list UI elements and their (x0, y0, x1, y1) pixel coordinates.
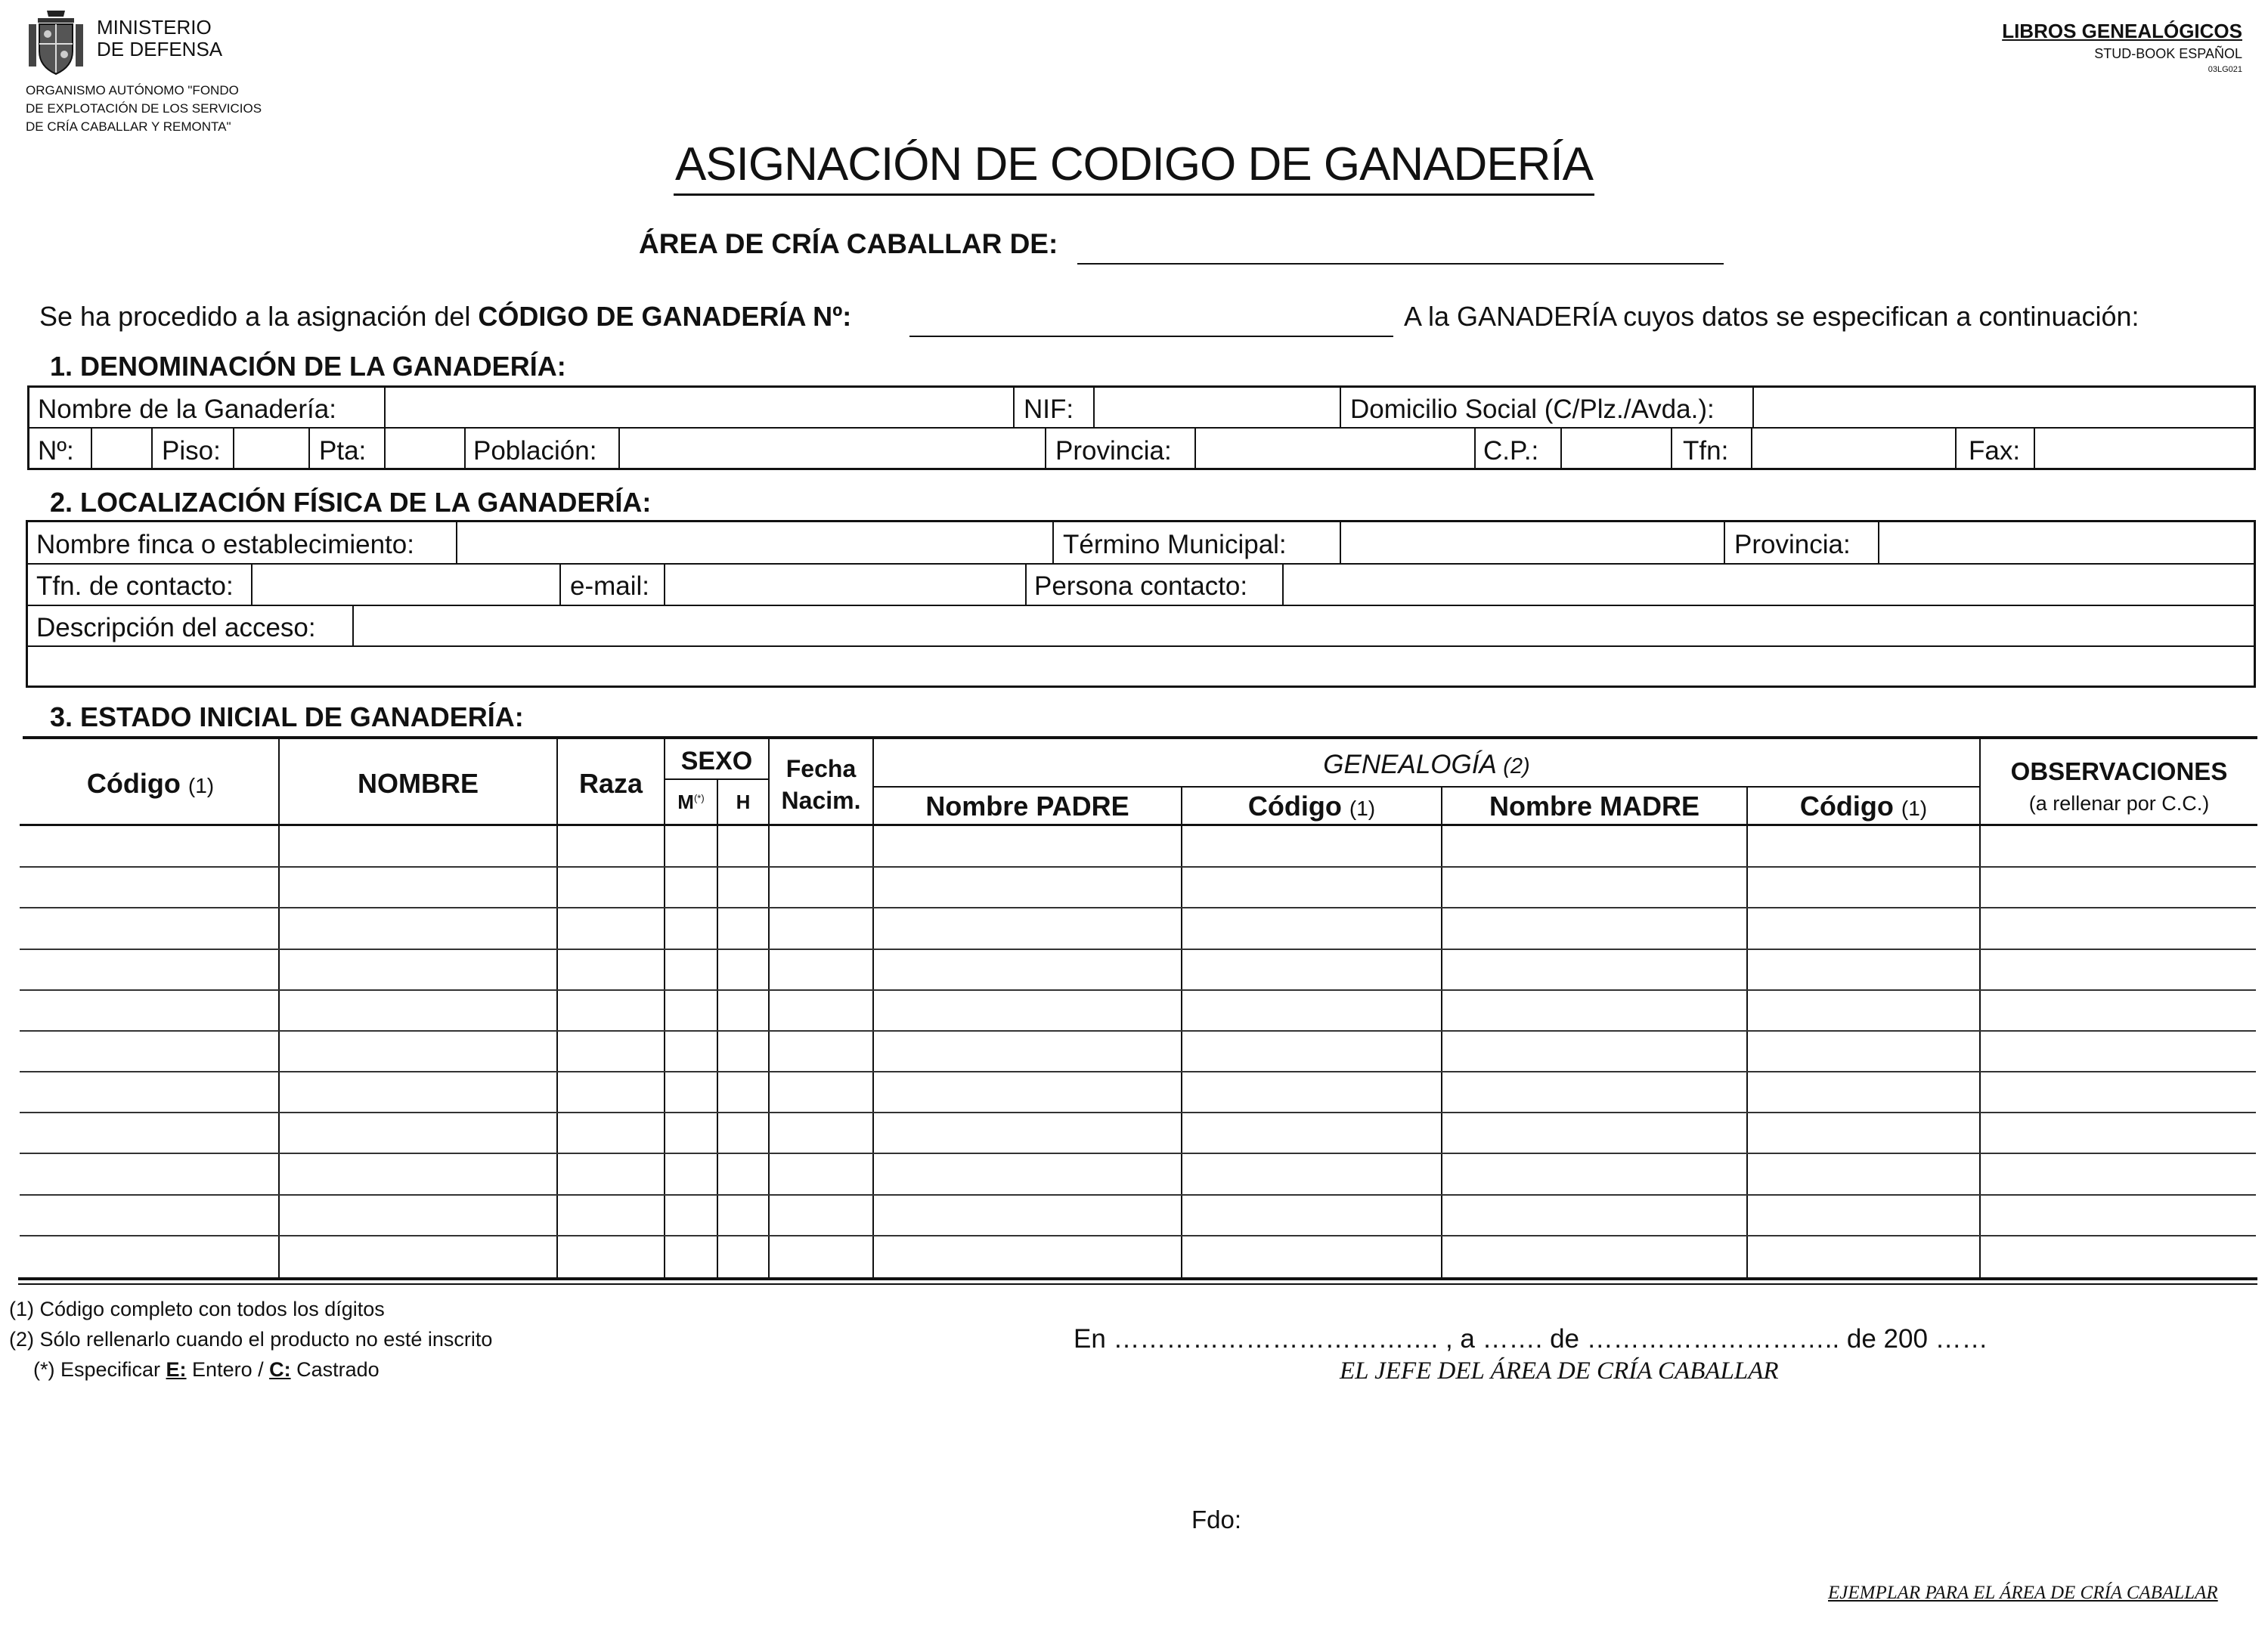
table-row[interactable] (20, 1236, 2256, 1277)
area-field-line[interactable] (1077, 263, 1724, 265)
provincia-field[interactable] (1198, 430, 1473, 468)
stud-book-header (2002, 20, 2242, 74)
table-bottom-border (18, 1277, 2257, 1280)
divider (151, 428, 153, 469)
coat-of-arms-icon (26, 6, 86, 79)
divider (664, 564, 665, 605)
pta-field[interactable] (387, 430, 463, 468)
domicilio-field[interactable] (1755, 388, 2253, 426)
footnote-ref: (2) (1503, 754, 1530, 778)
nombre-finca-field[interactable] (459, 523, 1051, 562)
footnote3-c-val: Castrado (290, 1358, 380, 1381)
section3-heading: 3. ESTADO INICIAL DE GANADERÍA: (50, 701, 524, 732)
table-row[interactable] (20, 908, 2256, 949)
divider (91, 428, 92, 469)
header-codigo-madre (1748, 791, 1979, 822)
label-email: e-mail: (570, 571, 650, 601)
divider (1878, 521, 1879, 564)
code-field-line[interactable] (909, 336, 1393, 337)
label-tfn-contacto: Tfn. de contacto: (36, 571, 234, 601)
books-title: LIBROS GENEALÓGICOS (2002, 20, 2242, 42)
divider (384, 387, 386, 428)
header-sexo-m (665, 791, 717, 814)
termino-municipal-field[interactable] (1343, 523, 1722, 562)
header-codigo-text: Código (1799, 791, 1894, 822)
ministry-name (97, 17, 222, 60)
divider (1013, 387, 1015, 428)
label-descripcion-acceso: Descripción del acceso: (36, 613, 316, 642)
table-header-border (20, 824, 2257, 826)
email-field[interactable] (667, 565, 1024, 604)
label-nombre-ganaderia: Nombre de la Ganadería: (38, 395, 336, 424)
footnote3-e-key: E: (166, 1358, 187, 1381)
fax-field[interactable] (2037, 430, 2253, 468)
label-termino-municipal: Término Municipal: (1063, 530, 1287, 559)
header-nombre-padre: Nombre PADRE (925, 791, 1129, 822)
header-sexo-h: H (736, 791, 751, 813)
table-row[interactable] (20, 827, 2256, 868)
provincia-finca-field[interactable] (1881, 523, 2253, 562)
label-provincia-finca: Provincia: (1734, 530, 1851, 559)
divider (2034, 428, 2035, 469)
divider (26, 645, 2256, 647)
intro-prefix: Se ha procedido a la asignación del (39, 301, 479, 332)
table-row[interactable] (20, 1072, 2256, 1113)
divider (26, 605, 2256, 606)
divider (251, 564, 253, 605)
nif-field[interactable] (1096, 388, 1338, 426)
divider (1671, 428, 1672, 469)
nombre-ganaderia-field[interactable] (387, 388, 1012, 426)
header-codigo-text: Código (1247, 791, 1342, 822)
divider (559, 564, 561, 605)
divider (1474, 428, 1476, 469)
label-persona-contacto: Persona contacto: (1034, 571, 1248, 601)
divider (26, 563, 2256, 565)
persona-contacto-field[interactable] (1285, 565, 2253, 604)
header-nombre: NOMBRE (358, 768, 479, 799)
cp-field[interactable] (1563, 430, 1669, 468)
label-nombre-finca: Nombre finca o establecimiento: (36, 530, 414, 559)
footnote-ref: (1) (1349, 797, 1376, 820)
divider (1093, 387, 1095, 428)
footnote3-e-val: Entero / (186, 1358, 270, 1381)
footnote-ref: (1) (1901, 797, 1928, 820)
fdo-label: Fdo: (1191, 1506, 1242, 1534)
table-row[interactable] (20, 950, 2256, 991)
sexo-m-text: M (677, 791, 694, 813)
label-tfn: Tfn: (1683, 436, 1729, 466)
sexo-divider (664, 778, 768, 780)
footnote-1: (1) Código completo con todos los dígitos (9, 1298, 385, 1320)
label-fax: Fax: (1969, 436, 2021, 466)
area-label: ÁREA DE CRÍA CABALLAR DE: (639, 228, 1058, 259)
header-observaciones-sub: (a rellenar por C.C.) (2028, 792, 2210, 815)
header-sexo: SEXO (680, 747, 753, 775)
label-pta: Pta: (319, 436, 367, 466)
divider (1045, 428, 1046, 469)
organism-line: DE CRÍA CABALLAR Y REMONTA" (26, 119, 231, 134)
header-genealogia (874, 750, 1979, 780)
table-row[interactable] (20, 868, 2256, 908)
footnote-ref: (1) (187, 774, 215, 797)
header-codigo (23, 768, 278, 800)
divider (308, 428, 310, 469)
footnote-3 (33, 1354, 380, 1385)
divider (1025, 564, 1027, 605)
intro-text (39, 301, 851, 333)
section2-heading: 2. LOCALIZACIÓN FÍSICA DE LA GANADERÍA: (50, 487, 652, 518)
document-title: ASIGNACIÓN DE CODIGO DE GANADERÍA (674, 138, 1594, 196)
genealogia-divider (872, 786, 1979, 788)
divider (1724, 521, 1725, 564)
books-subtitle: STUD-BOOK ESPAÑOL (2094, 46, 2242, 61)
divider (1560, 428, 1562, 469)
table-row[interactable] (20, 1032, 2256, 1072)
footnote-ref: (*) (693, 792, 705, 804)
footnote3-prefix: (*) Especificar (33, 1358, 166, 1381)
label-numero: Nº: (38, 436, 74, 466)
divider (1052, 521, 1054, 564)
divider (1282, 564, 1284, 605)
divider (1340, 521, 1341, 564)
divider (233, 428, 234, 469)
copy-note: EJEMPLAR PARA EL ÁREA DE CRÍA CABALLAR (1828, 1583, 2218, 1603)
divider (352, 605, 354, 646)
label-domicilio: Domicilio Social (C/Plz./Avda.): (1350, 395, 1715, 424)
header-codigo-text: Código (86, 768, 181, 799)
header-observaciones: OBSERVACIONES (2010, 757, 2228, 785)
intro-suffix: A la GANADERÍA cuyos datos se especifican a continuación: (1404, 301, 2139, 332)
label-poblacion: Población: (473, 436, 597, 466)
header-raza: Raza (578, 768, 643, 799)
footnote3-c-key: C: (269, 1358, 291, 1381)
section1-heading: 1. DENOMINACIÓN DE LA GANADERÍA: (50, 351, 566, 382)
ministry-line: MINISTERIO (97, 16, 212, 39)
place-date-line[interactable]: En ………………………………. , a ……. de ……………………….. de 200 …… (1074, 1324, 1988, 1354)
divider (1955, 428, 1957, 469)
organism-line: DE EXPLOTACIÓN DE LOS SERVICIOS (26, 101, 262, 116)
label-nif: NIF: (1024, 395, 1074, 424)
numero-field[interactable] (94, 430, 150, 468)
descripcion-acceso-field-cont[interactable] (29, 648, 2253, 686)
intro-code-label: CÓDIGO DE GANADERÍA Nº: (478, 301, 852, 332)
descripcion-acceso-field[interactable] (355, 607, 2253, 645)
document-title-wrap (0, 138, 2268, 191)
divider (384, 428, 386, 469)
divider (464, 428, 466, 469)
ministry-line: DE DEFENSA (97, 38, 223, 60)
organism-name (26, 82, 262, 136)
label-cp: C.P.: (1483, 436, 1539, 466)
piso-field[interactable] (236, 430, 307, 468)
header-nombre-madre: Nombre MADRE (1489, 791, 1699, 822)
tfn-field[interactable] (1754, 430, 1954, 468)
divider (1194, 428, 1196, 469)
signer-role: EL JEFE DEL ÁREA DE CRÍA CABALLAR (1340, 1357, 1779, 1385)
tfn-contacto-field[interactable] (254, 565, 558, 604)
poblacion-field[interactable] (621, 430, 1043, 468)
header-fecha-nacim (770, 753, 872, 816)
table-row[interactable] (20, 1196, 2256, 1236)
organism-line: ORGANISMO AUTÓNOMO "FONDO (26, 83, 239, 97)
header-fecha-line: Nacim. (781, 787, 861, 814)
header-codigo-padre (1182, 791, 1441, 822)
footnote-2: (2) Sólo rellenarlo cuando el producto no esté inscrito (9, 1328, 493, 1351)
divider (27, 427, 2256, 429)
form-code: 03LG021 (2208, 65, 2242, 74)
divider (618, 428, 620, 469)
divider (456, 521, 457, 564)
table-row[interactable] (20, 991, 2256, 1032)
table-bottom-border-2 (18, 1283, 2257, 1285)
table-row[interactable] (20, 1154, 2256, 1195)
label-piso: Piso: (162, 436, 221, 466)
header-genealogia-text: GENEALOGÍA (1323, 750, 1496, 779)
divider (1752, 387, 1754, 428)
divider (1751, 428, 1752, 469)
table-row[interactable] (20, 1113, 2256, 1154)
table-top-border (23, 736, 2257, 739)
label-provincia: Provincia: (1055, 436, 1172, 466)
header-fecha-line: Fecha (785, 755, 857, 782)
divider (1340, 387, 1341, 428)
